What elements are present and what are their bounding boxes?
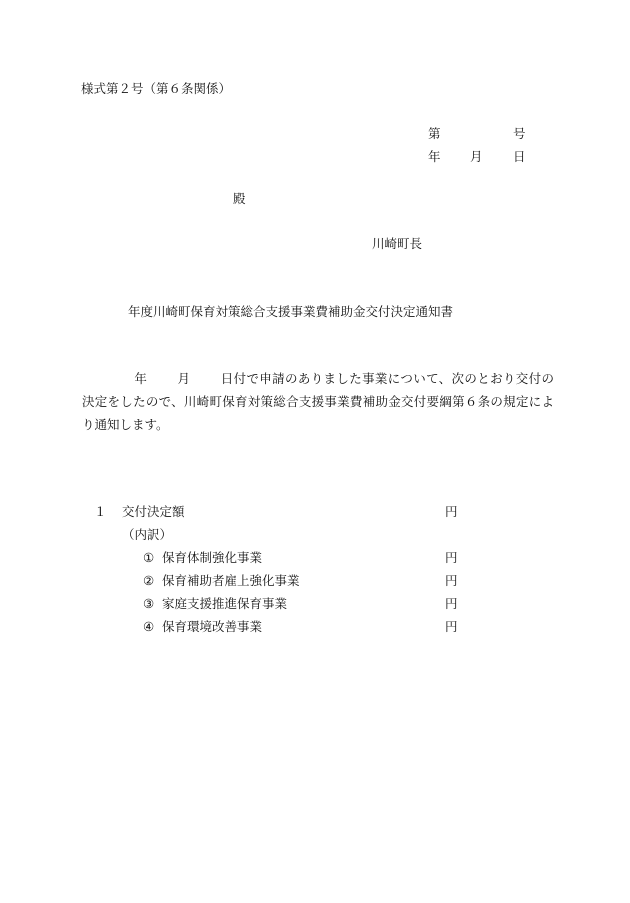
breakdown-item-label: 保育体制強化事業 bbox=[162, 550, 263, 565]
section1-label: 交付決定額 bbox=[122, 504, 185, 519]
breakdown-item-unit: 円 bbox=[445, 619, 458, 634]
breakdown-item-label: 家庭支援推進保育事業 bbox=[162, 596, 288, 611]
breakdown-item-marker: ④ bbox=[143, 619, 155, 634]
body-month: 月 bbox=[177, 371, 191, 386]
breakdown-item-unit: 円 bbox=[445, 573, 458, 588]
doc-date-day: 日 bbox=[513, 149, 526, 164]
breakdown-item-label: 保育環境改善事業 bbox=[162, 619, 263, 634]
document-title: 年度川崎町保育対策総合支援事業費補助金交付決定通知書 bbox=[128, 304, 454, 319]
addressee-honorific: 殿 bbox=[233, 191, 246, 206]
section1-unit: 円 bbox=[445, 504, 458, 519]
breakdown-item-marker: ③ bbox=[143, 596, 155, 611]
breakdown-item-marker: ② bbox=[143, 573, 155, 588]
breakdown-item-marker: ① bbox=[143, 550, 155, 565]
doc-number-suffix: 号 bbox=[513, 126, 526, 141]
doc-date-month: 月 bbox=[470, 149, 483, 164]
body-paragraph bbox=[82, 367, 554, 436]
section1-number: １ bbox=[94, 504, 107, 519]
body-text: 日付で申請のありました事業について、次のとおり交付の決定をしたので、川崎町保育対策総合支援事業費補助金交付要綱第６条の規定により通知します。 bbox=[82, 371, 554, 432]
doc-date-year: 年 bbox=[428, 149, 441, 164]
breakdown-label: （内訳） bbox=[122, 527, 173, 542]
body-year: 年 bbox=[134, 371, 148, 386]
breakdown-item-unit: 円 bbox=[445, 550, 458, 565]
doc-number-prefix: 第 bbox=[428, 126, 441, 141]
breakdown-item-label: 保育補助者雇上強化事業 bbox=[162, 573, 300, 588]
breakdown-item-unit: 円 bbox=[445, 596, 458, 611]
sender: 川崎町長 bbox=[372, 236, 423, 251]
form-label: 様式第２号（第６条関係） bbox=[81, 81, 232, 96]
